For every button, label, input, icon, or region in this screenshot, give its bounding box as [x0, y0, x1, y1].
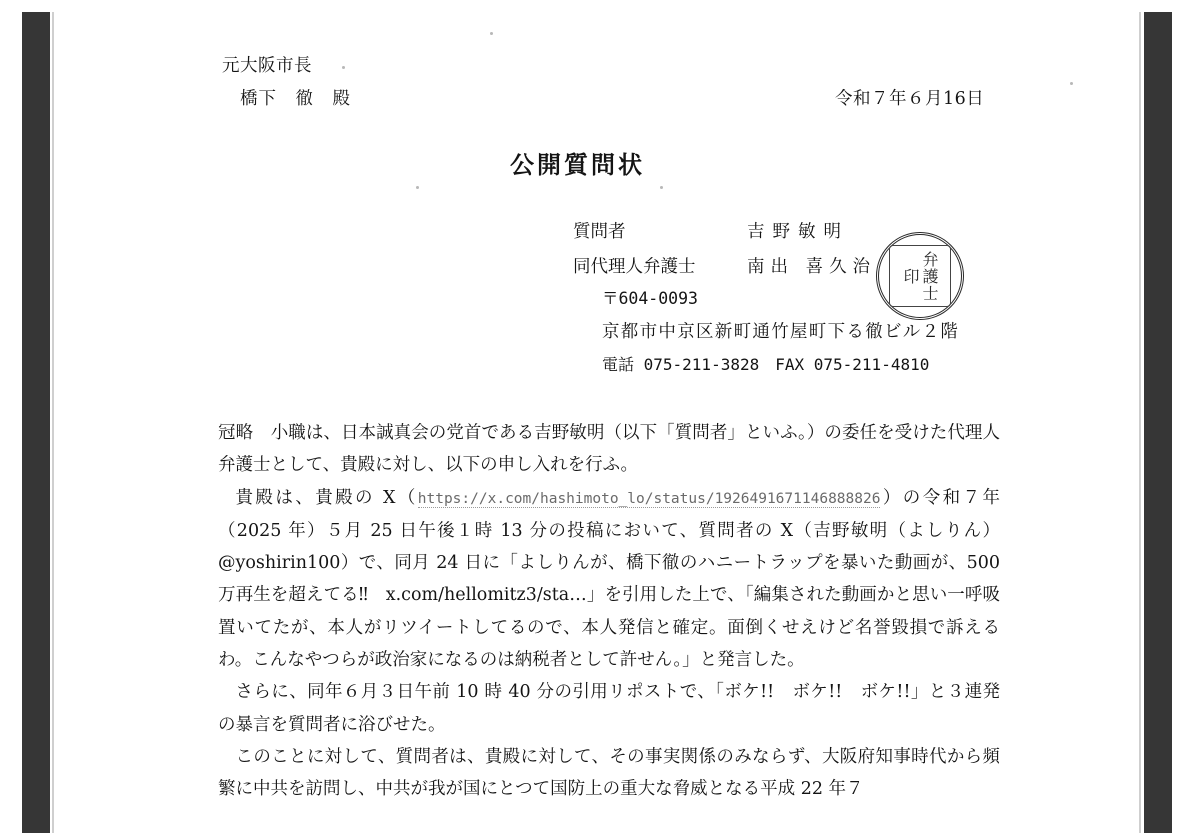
right-viewer-border: [1144, 12, 1172, 833]
postal-code: 〒604-0093: [602, 289, 698, 308]
left-viewer-border: [22, 12, 50, 833]
requester-name: 吉野敏明: [747, 222, 849, 242]
paragraph-text: 貴殿は、貴殿の X（: [235, 487, 418, 508]
scan-speck: [1070, 82, 1073, 85]
scan-speck: [660, 186, 663, 189]
counsel-label: 同代理人弁護士: [573, 257, 696, 277]
document-date: 令和７年６月16日: [835, 89, 985, 109]
letter-body: [218, 417, 1000, 806]
scan-speck: [342, 66, 345, 69]
office-address: 京都市中京区新町通竹屋町下る徹ビル２階: [602, 322, 960, 342]
paragraph-intro: 冠略 小職は、日本誠真会の党首である吉野敏明（以下「質問者」といふ。）の委任を受けた代理人弁護士として、貴殿に対し、以下の申し入れを行ふ。: [218, 423, 1000, 476]
x-post-link[interactable]: https://x.com/hashimoto_lo/status/1926491671146888826: [417, 490, 881, 507]
scan-speck: [490, 32, 493, 35]
document-title: 公開質問状: [510, 150, 645, 179]
contact-phone-fax: 電話 075-211-3828 FAX 075-211-4810: [602, 355, 930, 374]
paragraph-quote-repost: さらに、同年６月３日午前 10 時 40 分の引用リポストで、「ボケ!! ボケ!! ボケ!!」と３連発の暴言を質問者に浴びせた。: [218, 682, 1000, 735]
paragraph-post-details: [218, 482, 1000, 677]
scan-speck: [416, 186, 419, 189]
requester-label: 質問者: [573, 222, 626, 242]
counsel-name: 南出 喜久治: [747, 257, 877, 277]
seal-inscription: 弁護士印: [889, 245, 951, 307]
addressee-name: 橋下 徹 殿: [240, 89, 351, 109]
lawyer-seal-stamp: [876, 232, 964, 320]
paragraph-text: ）の令和７年（2025 年）５月 25 日午後１時 13 分の投稿において、質問者の X（吉野敏明（よしりん）@yoshirin100）で、同月 24 日に「よしりんが、橋下徹のハニートラップを暴いた動画が、500 万再生を超えてる‼ x.com/hellomitz3/sta…」を引用した上で、「編集された動画かと思い一呼吸置いてたが、本人がリツイートしてるので、本人発信と確定。面倒くせえけど名誉毀損で訴えるわ。こんなやつらが政治家になるのは納税者として許せん。」と発言した。: [218, 487, 1000, 671]
addressee-organization: 元大阪市長: [222, 56, 312, 76]
page-right-edge: [1139, 12, 1141, 833]
document-page: [54, 0, 1139, 833]
paragraph-request: このことに対して、質問者は、貴殿に対して、その事実関係のみならず、大阪府知事時代から頻繁に中共を訪問し、中共が我が国にとつて国防上の重大な脅威となる平成 22 年７: [218, 746, 1000, 800]
